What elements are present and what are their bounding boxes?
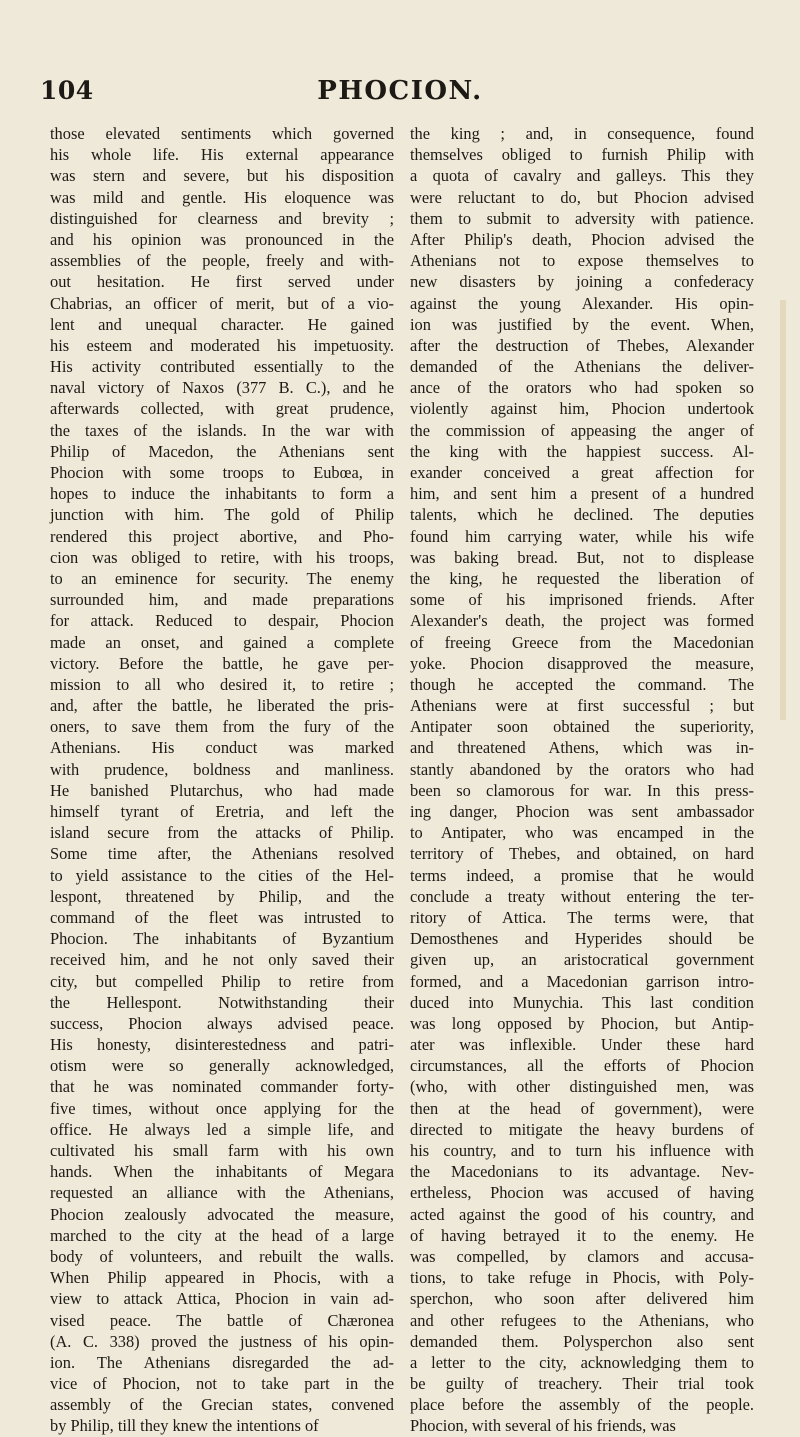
text-line: them to submit to adversity with patience. — [410, 208, 754, 228]
text-line: marched to the city at the head of a large — [50, 1225, 394, 1245]
text-line: success, Phocion always advised peace. — [50, 1013, 394, 1033]
text-line: a letter to the city, acknowledging them to — [410, 1352, 754, 1372]
text-line: assemblies of the people, freely and with- — [50, 251, 394, 271]
page-header — [40, 76, 760, 116]
text-line: ion. The Athenians disregarded the ad- — [50, 1352, 394, 1372]
text-line: duced into Munychia. This last condition — [410, 992, 754, 1012]
text-line: and, after the battle, he liberated the pris- — [50, 696, 394, 716]
text-line: lent and unequal character. He gained — [50, 314, 394, 334]
text-line: was stern and severe, but his disposition — [50, 166, 394, 186]
text-line: were reluctant to do, but Phocion advised — [410, 187, 754, 207]
text-line: though he accepted the command. The — [410, 674, 754, 694]
text-line: requested an alliance with the Athenians, — [50, 1183, 394, 1203]
text-line: hopes to induce the inhabitants to form a — [50, 484, 394, 504]
text-line: place before the assembly of the people. — [410, 1395, 754, 1415]
text-line: Philip of Macedon, the Athenians sent — [50, 441, 394, 461]
text-line: cultivated his small farm with his own — [50, 1141, 394, 1160]
text-line: the king with the happiest success. Al- — [410, 441, 754, 461]
text-line: vice of Phocion, not to take part in the — [50, 1374, 394, 1394]
text-line: sperchon, who soon after delivered him — [410, 1289, 754, 1309]
text-line: of having betrayed it to the enemy. He — [410, 1225, 754, 1245]
text-line: the Macedonians to its advantage. Nev- — [410, 1162, 754, 1182]
text-line: and threatened Athens, which was in- — [410, 738, 754, 758]
page-edge-stain — [780, 300, 786, 720]
text-line: made an onset, and gained a complete — [50, 632, 394, 652]
text-line: Athenians not to expose themselves to — [410, 251, 754, 271]
text-line: stantly abandoned by the orators who had — [410, 759, 754, 779]
text-line: terms indeed, a promise that he would — [410, 865, 754, 885]
text-line: themselves obliged to furnish Philip with — [410, 145, 754, 165]
text-line: Demosthenes and Hyperides should be — [410, 929, 754, 949]
text-line: His activity contributed essentially to the — [50, 357, 394, 377]
text-line: some of his imprisoned friends. After — [410, 590, 754, 610]
text-line: cion was obliged to retire, with his troops, — [50, 547, 394, 567]
text-line: acted against the good of his country, and — [410, 1204, 754, 1224]
text-line: assembly of the Grecian states, convened — [50, 1395, 394, 1415]
text-line: ance of the orators who had spoken so — [410, 378, 754, 398]
text-line: view to attack Attica, Phocion in vain ad- — [50, 1289, 394, 1309]
page-number: 104 — [40, 76, 94, 105]
text-line: His honesty, disinterestedness and patri- — [50, 1035, 394, 1055]
text-line: formed, and a Macedonian garrison intro- — [410, 971, 754, 991]
text-line: naval victory of Naxos (377 B. C.), and he — [50, 378, 394, 398]
text-line: ing danger, Phocion was sent ambassador — [410, 802, 754, 821]
text-column-right — [410, 123, 754, 1437]
text-line: been so clamorous for war. In this press- — [410, 780, 754, 800]
text-line: circumstances, all the efforts of Phocion — [410, 1056, 754, 1076]
text-line: junction with him. The gold of Philip — [50, 505, 394, 525]
text-line: him, and sent him a present of a hundred — [410, 484, 754, 504]
text-line: Chabrias, an officer of merit, but of a vio- — [50, 293, 394, 313]
text-line: his esteem and moderated his impetuosity. — [50, 335, 394, 355]
text-line: ion was justified by the event. When, — [410, 314, 754, 334]
text-line: for attack. Reduced to despair, Phocion — [50, 611, 394, 631]
text-line: the Hellespont. Notwithstanding their — [50, 992, 394, 1012]
text-line: himself tyrant of Eretria, and left the — [50, 802, 394, 821]
text-line: found him carrying water, while his wife — [410, 526, 754, 546]
text-line: the king, he requested the liberation of — [410, 568, 754, 588]
text-line: command of the fleet was intrusted to — [50, 907, 394, 927]
text-line: new disasters by joining a confederacy — [410, 272, 754, 292]
text-line: After Philip's death, Phocion advised the — [410, 229, 754, 249]
running-title: PHOCION. — [317, 76, 483, 106]
text-line: received him, and he not only saved their — [50, 950, 394, 970]
text-line: to yield assistance to the cities of the Hel- — [50, 865, 394, 885]
text-line: the king ; and, in consequence, found — [410, 124, 754, 143]
text-line: When Philip appeared in Phocis, with a — [50, 1268, 394, 1288]
text-line: Phocion zealously advocated the measure, — [50, 1204, 394, 1224]
text-line: to Antipater, who was encamped in the — [410, 823, 754, 843]
text-line: island secure from the attacks of Philip. — [50, 823, 394, 843]
text-line: those elevated sentiments which governed — [50, 124, 394, 143]
text-line: hands. When the inhabitants of Megara — [50, 1162, 394, 1182]
text-line: Phocion. The inhabitants of Byzantium — [50, 929, 394, 949]
text-line: to an eminence for security. The enemy — [50, 568, 394, 588]
text-line: Alexander's death, the project was formed — [410, 611, 754, 631]
text-line: was compelled, by clamors and accusa- — [410, 1246, 754, 1266]
text-line: territory of Thebes, and obtained, on hard — [410, 844, 754, 864]
text-line: rendered this project abortive, and Pho- — [50, 526, 394, 546]
text-line: the commission of appeasing the anger of — [410, 420, 754, 440]
text-line: after the destruction of Thebes, Alexander — [410, 335, 754, 355]
text-line: vised peace. The battle of Chæronea — [50, 1310, 394, 1330]
text-line: violently against him, Phocion undertook — [410, 399, 754, 419]
text-line: that he was nominated commander forty- — [50, 1077, 394, 1097]
text-line: and his opinion was pronounced in the — [50, 229, 394, 249]
text-line: against the young Alexander. His opin- — [410, 293, 754, 313]
text-line: Athenians. His conduct was marked — [50, 738, 394, 758]
text-line: ritory of Attica. The terms were, that — [410, 907, 754, 927]
text-line: Athenians were at first successful ; but — [410, 696, 754, 716]
text-line: city, but compelled Philip to retire from — [50, 971, 394, 991]
text-line: given up, an aristocratical government — [410, 950, 754, 970]
text-line: then at the head of government), were — [410, 1098, 754, 1118]
text-line: Antipater soon obtained the superiority, — [410, 717, 754, 737]
text-line: exander conceived a great affection for — [410, 463, 754, 482]
text-line: out hesitation. He first served under — [50, 272, 394, 292]
text-line: demanded of the Athenians the deliver- — [410, 357, 754, 377]
text-line: and other refugees to the Athenians, who — [410, 1310, 754, 1330]
text-line: tions, to take refuge in Phocis, with Poly- — [410, 1268, 754, 1288]
text-line: directed to mitigate the heavy burdens of — [410, 1119, 754, 1139]
text-line: victory. Before the battle, he gave per- — [50, 653, 394, 673]
text-line: He banished Plutarchus, who had made — [50, 780, 394, 800]
text-line: lespont, threatened by Philip, and the — [50, 886, 394, 906]
text-line: five times, without once applying for the — [50, 1098, 394, 1118]
text-line: body of volunteers, and rebuilt the walls. — [50, 1246, 394, 1266]
text-line: the taxes of the islands. In the war with — [50, 420, 394, 440]
text-line: yoke. Phocion disapproved the measure, — [410, 653, 754, 673]
text-line: was mild and gentle. His eloquence was — [50, 187, 394, 207]
text-line: with prudence, boldness and manliness. — [50, 759, 394, 779]
text-line: ertheless, Phocion was accused of having — [410, 1183, 754, 1203]
text-line: was long opposed by Phocion, but Antip- — [410, 1013, 754, 1033]
text-line: was baking bread. But, not to displease — [410, 547, 754, 567]
text-line: mission to all who desired it, to retire ; — [50, 674, 394, 694]
text-line: Phocion with some troops to Eubœa, in — [50, 463, 394, 482]
text-line: afterwards collected, with great prudence, — [50, 399, 394, 419]
text-line: of freeing Greece from the Macedonian — [410, 632, 754, 652]
text-line: distinguished for clearness and brevity ; — [50, 208, 394, 228]
text-line: Some time after, the Athenians resolved — [50, 844, 394, 864]
text-line: otism were so generally acknowledged, — [50, 1056, 394, 1076]
text-line: office. He always led a simple life, and — [50, 1119, 394, 1139]
text-line: his country, and to turn his influence with — [410, 1141, 754, 1160]
text-line: demanded them. Polysperchon also sent — [410, 1331, 754, 1351]
text-line: by Philip, till they knew the intentions of — [50, 1416, 319, 1436]
text-column-left — [50, 123, 394, 1437]
text-line: his whole life. His external appearance — [50, 145, 394, 165]
text-line: (A. C. 338) proved the justness of his opin- — [50, 1331, 394, 1351]
text-line: ater was inflexible. Under these hard — [410, 1035, 754, 1055]
text-line: conclude a treaty without entering the ter- — [410, 886, 754, 906]
text-line: oners, to save them from the fury of the — [50, 717, 394, 737]
text-line: talents, which he declined. The deputies — [410, 505, 754, 525]
text-line: be guilty of treachery. Their trial took — [410, 1374, 754, 1394]
text-line: surrounded him, and made preparations — [50, 590, 394, 610]
text-line: Phocion, with several of his friends, was — [410, 1416, 676, 1436]
text-line: (who, with other distinguished men, was — [410, 1077, 754, 1097]
text-line: a quota of cavalry and galleys. This they — [410, 166, 754, 186]
